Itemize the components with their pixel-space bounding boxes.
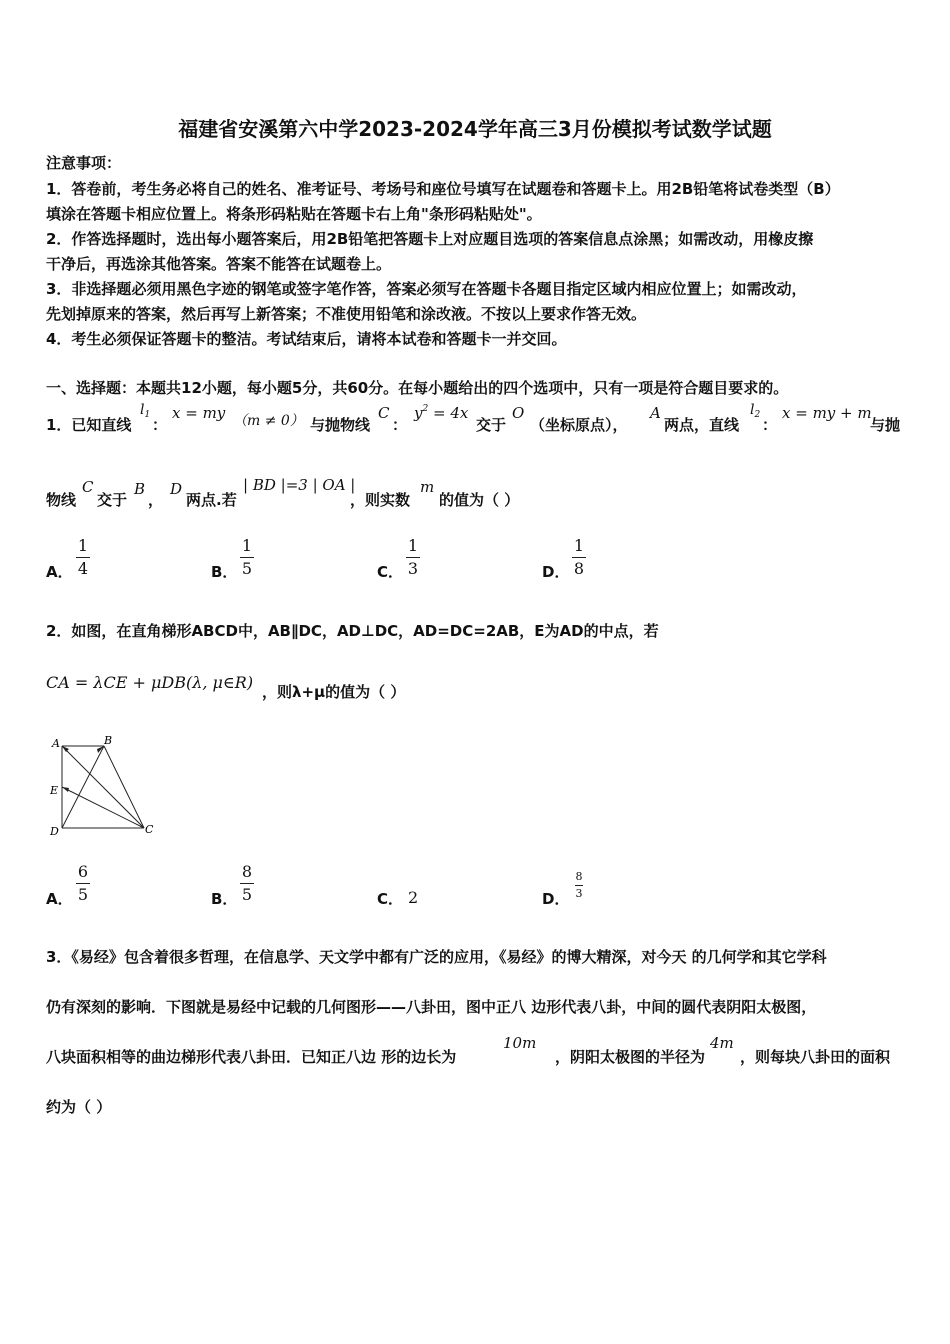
q1-A: A	[650, 404, 661, 422]
notice-line: 2．作答选择题时，选出每小题答案后，用2B铅笔把答题卡上对应题目选项的答案信息点涂黑；如需改动，用橡皮擦	[46, 230, 814, 248]
q1-text: ，	[148, 491, 164, 509]
fig-label-d: D	[50, 825, 59, 838]
notice-line: 1．答卷前，考生务必将自己的姓名、准考证号、考场号和座位号填写在试题卷和答题卡上。用2B铅笔将试卷类型（B）	[46, 180, 840, 198]
notice-line: 4．考生必须保证答题卡的整洁。考试结束后，请将本试卷和答题卡一并交回。	[46, 330, 567, 348]
q1-B: B	[134, 480, 146, 498]
q2-option-a-value: 6 5	[77, 862, 89, 904]
q2-option-d-value: 8 3	[575, 870, 583, 900]
q1-text: 与抛	[870, 416, 901, 434]
q1-text: ，则实数	[350, 491, 411, 509]
q2-option-c-label: C．	[377, 890, 404, 908]
notice-line: 3．非选择题必须用黑色字迹的钢笔或签字笔作答，答案必须写在答题卡各题目指定区域内相应位置上；如需改动，	[46, 280, 807, 298]
q1-option-d-label: D．	[542, 563, 570, 581]
q1-option-c-value: 1 3	[407, 536, 419, 578]
q1-eq1: x = my	[172, 404, 226, 422]
q1-colon: ：	[762, 416, 778, 434]
q1-text: 与抛物线	[310, 416, 371, 434]
q3-text: ，阴阳太极图的半径为	[555, 1048, 706, 1066]
q1-m: m	[420, 478, 435, 496]
q1-eq3: x = my + m	[782, 404, 872, 422]
q3-text: 八块面积相等的曲边梯形代表八卦田．已知正八边 形的边长为	[46, 1048, 457, 1066]
q1-C: C	[378, 404, 390, 422]
q2-option-d-label: D．	[542, 890, 570, 908]
q2-option-c-value: 2	[408, 888, 419, 907]
q2-option-b-value: 8 5	[241, 862, 253, 904]
q1-option-b-label: B．	[211, 563, 238, 581]
page-title: 福建省安溪第六中学2023-2024学年高三3月份模拟考试数学试题	[178, 117, 772, 141]
q3-length: 10m	[503, 1034, 537, 1052]
q1-eq2: $y^2 = 4x$	[414, 404, 469, 422]
fig-label-c: C	[145, 823, 154, 836]
q1-option-b-value: 1 5	[241, 536, 253, 578]
q2-option-a-label: A．	[46, 890, 73, 908]
q1-O: O	[512, 404, 525, 422]
q1-option-d-value: 1 8	[573, 536, 585, 578]
q1-text: 交于	[97, 491, 128, 509]
notice-line: 填涂在答题卡相应位置上。将条形码粘贴在答题卡右上角"条形码粘贴处"。	[46, 205, 542, 223]
q1-text: 两点，直线	[664, 416, 740, 434]
q1-D: D	[170, 480, 183, 498]
q2-text: ，则λ+μ的值为（ ）	[262, 683, 406, 701]
fig-label-e: E	[50, 784, 59, 797]
trapezoid-figure	[44, 732, 164, 840]
q1-text: 1．已知直线	[46, 416, 132, 434]
fig-label-a: A	[52, 737, 60, 750]
q3-text: 仍有深刻的影响．下图就是易经中记载的几何图形——八卦田，图中正八 边形代表八卦，中间的圆代表阴阳太极图，	[46, 998, 817, 1016]
q3-radius: 4m	[710, 1034, 734, 1052]
q3-text: ，则每块八卦田的面积	[740, 1048, 891, 1066]
q1-C: C	[82, 478, 94, 496]
q1-text: 两点.若	[186, 491, 237, 509]
q1-colon: ：	[152, 416, 168, 434]
q1-text: （坐标原点），	[530, 416, 628, 434]
q1-text: 交于	[476, 416, 507, 434]
q1-option-a-label: A．	[46, 563, 73, 581]
q1-option-a-value: 1 4	[77, 536, 89, 578]
q2-option-b-label: B．	[211, 890, 238, 908]
q2-text: 2．如图，在直角梯形ABCD中，AB∥DC，AD⊥DC，AD=DC=2AB，E为AD的中点，若	[46, 622, 659, 640]
q1-cond: （m ≠ 0）	[233, 413, 304, 429]
q1-colon: ：	[392, 416, 408, 434]
section-heading: 一、选择题：本题共12小题，每小题5分，共60分。在每小题给出的四个选项中，只有一项是符合题目要求的。	[46, 379, 789, 397]
q1-text: 物线	[46, 491, 77, 509]
q1-eq4: | BD |=3 | OA |	[243, 476, 356, 494]
notice-line: 干净后，再选涂其他答案。答案不能答在试题卷上。	[46, 255, 392, 273]
q3-text: 3．《易经》包含着很多哲理，在信息学、天文学中都有广泛的应用，《易经》的博大精深，对今天 的几何学和其它学科	[46, 948, 827, 966]
q3-text: 约为（ ）	[46, 1098, 112, 1116]
q1-option-c-label: C．	[377, 563, 404, 581]
q1-text: 的值为（ ）	[439, 491, 520, 509]
q1-l2: $l_2$	[750, 402, 761, 420]
q1-l1: $l_1$	[140, 402, 151, 420]
fig-label-b: B	[104, 734, 113, 747]
q2-eq: CA = λCE + μDB(λ, μ∈R)	[46, 673, 254, 692]
notice-line: 先划掉原来的答案，然后再写上新答案；不准使用铅笔和涂改液。不按以上要求作答无效。	[46, 305, 647, 323]
notice-heading: 注意事项：	[46, 154, 122, 172]
